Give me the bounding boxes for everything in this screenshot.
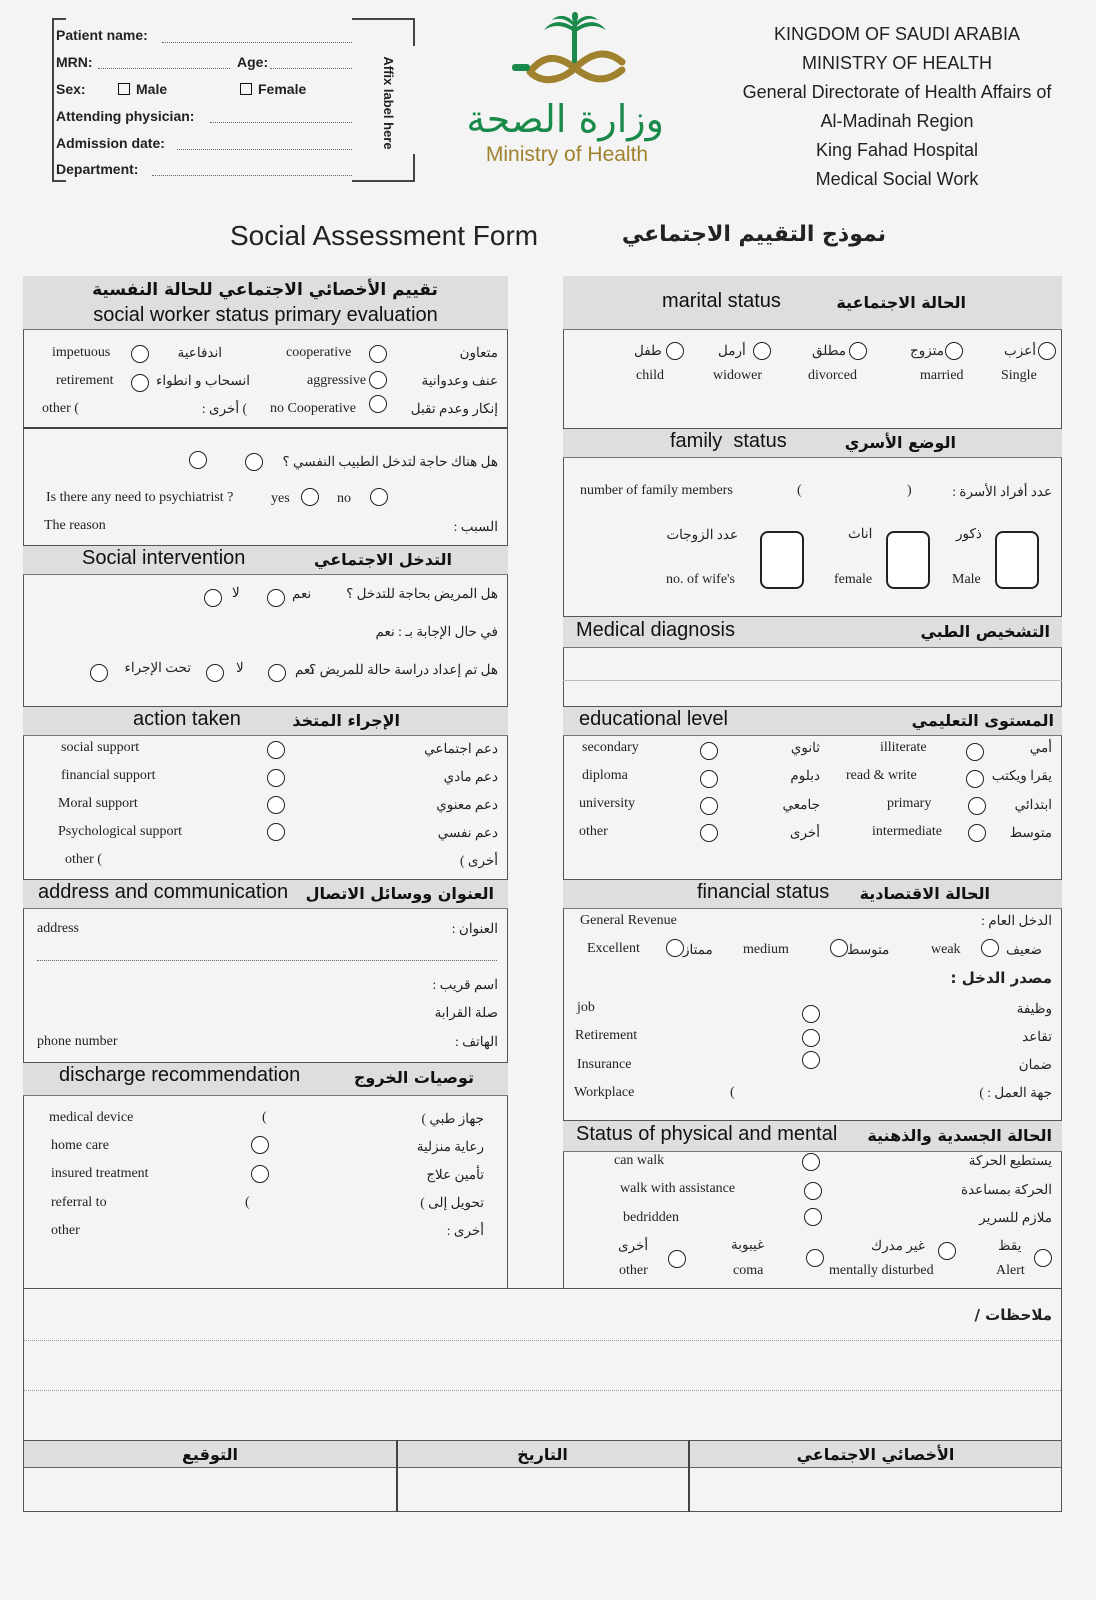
social-support-radio[interactable]	[267, 741, 285, 759]
address-ar: العنوان :	[451, 921, 498, 936]
cooperative-ar: متعاون	[459, 345, 498, 360]
edu-other-radio[interactable]	[700, 824, 718, 842]
wives-count-box[interactable]	[760, 531, 804, 589]
single-label: Single	[1001, 368, 1037, 383]
single-radio[interactable]	[1038, 342, 1056, 360]
divorced-radio[interactable]	[849, 342, 867, 360]
intervention-q3: هل تم إعداد دراسة حالة للمريض ؟	[309, 662, 498, 677]
revenue-ar: الدخل العام :	[981, 913, 1052, 928]
alert-ar: يقظ	[998, 1238, 1022, 1253]
weak-ar: ضعيف	[1006, 942, 1043, 957]
child-label: child	[636, 368, 664, 383]
address-label: address	[37, 921, 79, 936]
referral-paren: (	[245, 1195, 250, 1210]
male-ar: ذكور	[956, 526, 982, 541]
intervention-title-ar: التدخل الاجتماعي	[314, 550, 452, 569]
financial-support-label: financial support	[61, 768, 156, 783]
fin-retirement-ar: تقاعد	[1022, 1029, 1052, 1044]
female-count-box[interactable]	[886, 531, 930, 589]
home-care-label: home care	[51, 1138, 109, 1153]
diploma-label: diploma	[582, 768, 628, 783]
discharge-other-label: other	[51, 1223, 80, 1238]
ministry-logo-icon	[500, 12, 650, 102]
can-walk-ar: يستطيع الحركة	[968, 1153, 1052, 1168]
no-coop-radio[interactable]	[369, 395, 387, 413]
wives-label: no. of wife's	[666, 572, 736, 587]
age-label: Age:	[237, 54, 269, 70]
weak-label: weak	[931, 942, 961, 957]
family-title-en: family status	[670, 430, 787, 452]
diagnosis-title-ar: التشخيص الطبي	[920, 622, 1050, 641]
department-label: Department:	[56, 161, 139, 177]
illiterate-ar: أمي	[1029, 740, 1052, 755]
male-count-box[interactable]	[995, 531, 1039, 589]
coma-radio[interactable]	[806, 1249, 824, 1267]
wives-ar: عدد الزوجات	[666, 527, 738, 542]
insurance-ar: ضمان	[1018, 1057, 1052, 1072]
married-radio[interactable]	[945, 342, 963, 360]
attending-line[interactable]	[210, 122, 352, 123]
home-care-ar: رعاية منزلية	[416, 1139, 484, 1154]
logo-arabic-text: وزارة الصحة	[466, 97, 664, 141]
single-ar: أعزب	[1004, 343, 1036, 358]
intermediate-radio[interactable]	[968, 824, 986, 842]
income-source-ar: مصدر الدخل :	[950, 969, 1052, 987]
readwrite-ar: يقرا ويكتب	[991, 768, 1052, 783]
disturbed-radio[interactable]	[938, 1242, 956, 1260]
psych-radio-a[interactable]	[189, 451, 207, 469]
coma-label: coma	[733, 1263, 764, 1278]
case-study-no-radio[interactable]	[206, 664, 224, 682]
walk-assist-label: walk with assistance	[620, 1181, 736, 1196]
no-coop-label: no Cooperative	[270, 401, 356, 416]
diploma-ar: دبلوم	[790, 768, 820, 783]
education-title-en: educational level	[579, 708, 728, 730]
social-worker-header: الأخصائي الاجتماعي	[796, 1445, 955, 1464]
walk-assist-radio[interactable]	[804, 1182, 822, 1200]
disturbed-label: mentally disturbed	[829, 1263, 934, 1278]
checkbox-icon	[240, 83, 252, 95]
divorced-ar: مطلق	[812, 343, 847, 358]
workplace-ar: جهة العمل : )	[979, 1085, 1052, 1100]
child-ar: طفل	[634, 343, 662, 358]
header-line: General Directorate of Health Affairs of	[742, 82, 1052, 102]
marital-header	[563, 276, 1062, 330]
weak-radio[interactable]	[981, 939, 999, 957]
notes-line[interactable]	[24, 1340, 1061, 1341]
family-title-ar: الوضع الأسري	[844, 433, 956, 452]
marital-title-ar: الحالة الاجتماعية	[836, 293, 966, 312]
university-label: university	[579, 796, 635, 811]
intervention-no-ar: لا	[232, 585, 240, 600]
action-title-en: action taken	[133, 708, 241, 730]
patient-name-line[interactable]	[162, 42, 352, 43]
discharge-title-en: discharge recommendation	[59, 1064, 301, 1086]
psych-no-label: no	[337, 491, 351, 506]
label-box-corner	[52, 18, 66, 20]
readwrite-label: read & write	[846, 768, 917, 783]
aggressive-label: aggressive	[307, 373, 367, 388]
edu-other-ar: أخرى	[789, 825, 820, 840]
case-study-in-progress-ar: تحت الإجراء	[124, 660, 191, 675]
insurance-radio[interactable]	[802, 1051, 820, 1069]
medium-label: medium	[743, 942, 789, 957]
psych-question-en: Is there any need to psychiatrist ?	[46, 490, 234, 505]
form-title-en: Social Assessment Form	[230, 220, 539, 251]
affix-label-text: Affix label here	[381, 56, 396, 150]
header-line: Al-Madinah Region	[820, 111, 974, 131]
action-title-ar: الإجراء المتخذ	[292, 711, 400, 730]
medium-ar: متوسط	[847, 942, 890, 957]
header-line: MINISTRY OF HEALTH	[801, 53, 993, 73]
family-header	[563, 428, 1062, 458]
mrn-label: MRN:	[56, 54, 93, 70]
label-box-right-border	[413, 154, 415, 182]
impetuous-label: impetuous	[52, 345, 111, 360]
secondary-radio[interactable]	[700, 742, 718, 760]
revenue-label: General Revenue	[580, 913, 677, 928]
header-line: Medical Social Work	[815, 169, 979, 189]
workplace-paren: (	[730, 1085, 735, 1100]
university-radio[interactable]	[700, 797, 718, 815]
female-checkbox[interactable]: Female	[240, 81, 306, 97]
can-walk-radio[interactable]	[802, 1153, 820, 1171]
widower-radio[interactable]	[753, 342, 771, 360]
family-members-open: (	[797, 483, 802, 498]
intervention-q2: في حال الإجابة بـ : نعم	[375, 624, 498, 639]
diagnosis-title-en: Medical diagnosis	[576, 619, 735, 641]
intervention-yes-ar: نعم	[292, 586, 312, 601]
attending-label: Attending physician:	[56, 108, 195, 124]
psych-radio-b[interactable]	[245, 453, 263, 471]
address-line[interactable]	[37, 960, 497, 961]
patient-name-label: Patient name:	[56, 27, 148, 43]
male-checkbox[interactable]: Male	[118, 81, 167, 97]
reason-ar: السبب :	[453, 519, 498, 534]
female-label: female	[834, 572, 873, 587]
psych-support-ar: دعم نفسي	[437, 825, 498, 840]
excellent-label: Excellent	[587, 941, 640, 956]
readwrite-radio[interactable]	[966, 770, 984, 788]
checkbox-icon	[118, 83, 130, 95]
primary-radio[interactable]	[968, 797, 986, 815]
no-coop-ar: إنكار وعدم تقبل	[410, 401, 498, 416]
label-box-right-border	[413, 18, 415, 46]
intermediate-label: intermediate	[872, 824, 942, 839]
label-box-left-border	[52, 18, 54, 180]
cooperative-label: cooperative	[286, 345, 352, 360]
action-other-ar: أخرى )	[460, 853, 498, 868]
edu-other-label: other	[579, 824, 608, 839]
insured-treatment-radio[interactable]	[251, 1165, 269, 1183]
physical-title-ar: الحالة الجسدية والذهنية	[867, 1126, 1052, 1145]
widower-ar: أرمل	[718, 343, 746, 358]
discharge-other-ar: أخرى :	[446, 1223, 484, 1238]
disturbed-ar: غير مدرك	[871, 1238, 925, 1253]
psych-yes-radio[interactable]	[301, 488, 319, 506]
female-ar: اناث	[848, 526, 873, 541]
admission-label: Admission date:	[56, 135, 165, 151]
secondary-label: secondary	[582, 740, 639, 755]
can-walk-label: can walk	[614, 1153, 665, 1168]
child-radio[interactable]	[666, 342, 684, 360]
alert-radio[interactable]	[1034, 1249, 1052, 1267]
medium-radio[interactable]	[830, 939, 848, 957]
intervention-yes-radio[interactable]	[267, 589, 285, 607]
sw-other-label: other (	[42, 401, 79, 416]
logo-english-text: Ministry of Health	[485, 143, 649, 166]
relation-ar: صلة القرابة	[434, 1005, 498, 1020]
label-box-corner	[352, 18, 414, 20]
notes-label: ملاحظات /	[974, 1306, 1052, 1324]
physical-title-en: Status of physical and mental	[576, 1123, 838, 1145]
medical-device-ar: جهاز طبي )	[421, 1111, 484, 1126]
mrn-line[interactable]	[98, 68, 230, 69]
financial-support-radio[interactable]	[267, 769, 285, 787]
intervention-title-en: Social intervention	[82, 547, 246, 569]
impetuous-ar: اندفاعية	[177, 345, 222, 360]
widower-label: widower	[713, 368, 762, 383]
diagnosis-line[interactable]	[563, 680, 1062, 681]
psych-question-ar: هل هناك حاجة لتدخل الطبيب النفسي ؟	[282, 454, 498, 469]
aggressive-ar: عنف وعدوانية	[421, 373, 498, 388]
discharge-title-ar: توصيات الخروج	[353, 1068, 474, 1087]
impetuous-radio[interactable]	[131, 345, 149, 363]
coma-ar: غيبوبة	[731, 1237, 765, 1252]
divorced-label: divorced	[808, 368, 857, 383]
family-members-label: number of family members	[580, 483, 733, 498]
form-title-ar: نموذج التقييم الاجتماعي	[621, 222, 886, 247]
university-ar: جامعي	[782, 797, 820, 812]
sex-label: Sex:	[56, 81, 86, 97]
sw-other-ar: ) أخرى :	[201, 401, 247, 416]
relative-name-ar: اسم قريب :	[432, 977, 498, 992]
retirement-radio[interactable]	[131, 374, 149, 392]
family-members-close: )	[907, 483, 912, 498]
education-title-ar: المستوى التعليمي	[911, 711, 1054, 730]
action-header	[23, 706, 508, 736]
bedridden-radio[interactable]	[804, 1208, 822, 1226]
phone-ar: الهاتف :	[454, 1034, 498, 1049]
label-box-corner	[352, 180, 414, 182]
home-care-radio[interactable]	[251, 1136, 269, 1154]
excellent-ar: ممتاز	[683, 942, 713, 957]
retirement-label: retirement	[56, 373, 114, 388]
bedridden-ar: ملازم للسرير	[979, 1210, 1052, 1225]
illiterate-radio[interactable]	[966, 743, 984, 761]
address-title-en: address and communication	[38, 881, 289, 903]
header-line: KINGDOM OF SAUDI ARABIA	[773, 24, 1021, 44]
age-line[interactable]	[270, 68, 352, 69]
fin-retirement-radio[interactable]	[802, 1029, 820, 1047]
intermediate-ar: متوسط	[1009, 825, 1052, 840]
sw-eval-title-ar: تقييم الأخصائي الاجتماعي للحالة النفسية	[92, 280, 438, 300]
case-study-yes-ar: نعم	[295, 662, 315, 677]
date-header: التاريخ	[517, 1445, 568, 1464]
workplace-label: Workplace	[574, 1085, 635, 1100]
social-worker-cell[interactable]	[689, 1469, 1061, 1511]
action-other-label: other (	[65, 852, 102, 867]
phys-other-radio[interactable]	[668, 1250, 686, 1268]
label-box-corner	[52, 180, 66, 182]
notes-line[interactable]	[24, 1390, 1061, 1391]
financial-title-ar: الحالة الاقتصادية	[859, 884, 990, 903]
married-ar: متزوج	[910, 343, 944, 358]
address-title-ar: العنوان ووسائل الاتصال	[305, 884, 494, 903]
insured-treatment-ar: تأمين علاج	[426, 1167, 484, 1182]
psych-support-label: Psychological support	[58, 824, 183, 839]
department-line[interactable]	[152, 175, 352, 176]
excellent-radio[interactable]	[666, 939, 684, 957]
signature-header: التوقيع	[182, 1445, 238, 1464]
medical-device-paren: (	[262, 1110, 267, 1125]
social-support-ar: دعم اجتماعي	[424, 741, 498, 756]
married-label: married	[920, 368, 964, 383]
alert-label: Alert	[996, 1263, 1025, 1278]
case-study-yes-radio[interactable]	[268, 664, 286, 682]
referral-ar: تحويل إلى )	[420, 1195, 484, 1210]
divider	[23, 427, 508, 429]
diploma-radio[interactable]	[700, 770, 718, 788]
aggressive-radio[interactable]	[369, 371, 387, 389]
job-ar: وظيفة	[1016, 1001, 1052, 1016]
family-members-ar: عدد أفراد الأسرة :	[952, 484, 1052, 499]
date-cell[interactable]	[397, 1469, 688, 1511]
illiterate-label: illiterate	[880, 740, 927, 755]
phone-label: phone number	[37, 1034, 118, 1049]
cooperative-radio[interactable]	[369, 345, 387, 363]
moral-support-radio[interactable]	[267, 796, 285, 814]
psych-support-radio[interactable]	[267, 823, 285, 841]
walk-assist-ar: الحركة بمساعدة	[961, 1182, 1052, 1197]
primary-label: primary	[887, 796, 932, 811]
phys-other-label: other	[619, 1263, 648, 1278]
moral-support-ar: دعم معنوي	[436, 797, 498, 812]
sw-eval-title-en: social worker status primary evaluation	[93, 304, 438, 326]
bedridden-label: bedridden	[623, 1210, 679, 1225]
signature-cell[interactable]	[24, 1469, 396, 1511]
marital-title-en: marital status	[662, 290, 781, 312]
male-label: Male	[952, 572, 981, 587]
moral-support-label: Moral support	[58, 796, 138, 811]
primary-ar: ابتدائي	[1014, 797, 1052, 812]
fin-retirement-label: Retirement	[575, 1028, 638, 1043]
case-study-no-ar: لا	[236, 660, 244, 675]
job-label: job	[577, 1000, 595, 1015]
phys-other-ar: أخرى	[618, 1238, 649, 1253]
financial-support-ar: دعم مادي	[443, 769, 498, 784]
job-radio[interactable]	[802, 1005, 820, 1023]
financial-title-en: financial status	[697, 881, 830, 903]
secondary-ar: ثانوي	[790, 740, 820, 755]
medical-device-label: medical device	[49, 1110, 134, 1125]
referral-label: referral to	[51, 1195, 107, 1210]
psych-no-radio[interactable]	[370, 488, 388, 506]
psych-yes-label: yes	[271, 491, 290, 506]
social-support-label: social support	[61, 740, 140, 755]
admission-line[interactable]	[177, 149, 352, 150]
header-line: King Fahad Hospital	[815, 140, 979, 160]
insured-treatment-label: insured treatment	[51, 1166, 149, 1181]
case-study-in-progress-radio[interactable]	[90, 664, 108, 682]
institution-header	[700, 20, 1094, 194]
insurance-label: Insurance	[577, 1057, 632, 1072]
retirement-ar: انسحاب و انطواء	[155, 373, 250, 388]
reason-label: The reason	[44, 518, 106, 533]
intervention-q1: هل المريض بحاجة للتدخل ؟	[346, 586, 498, 601]
intervention-no-radio[interactable]	[204, 589, 222, 607]
